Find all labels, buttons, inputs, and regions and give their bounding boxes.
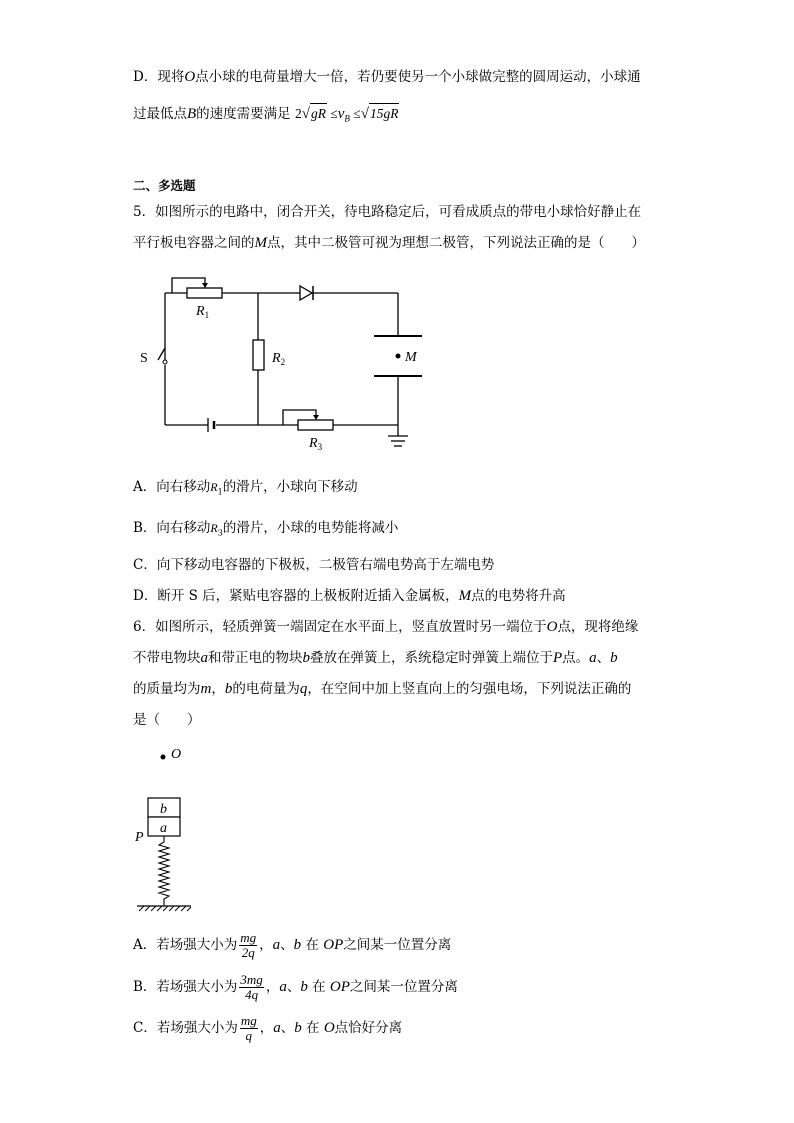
r3-label: $R_3$ — [309, 436, 323, 452]
block-b-label: b — [160, 802, 167, 817]
diode-icon — [300, 286, 312, 300]
block-a-label: a — [160, 821, 167, 836]
q5-option-b: B．向右移动$R_3$的滑片，小球的电势能将减小 — [133, 520, 399, 538]
r2-resistor — [253, 340, 264, 370]
switch-lever — [158, 348, 165, 360]
ground-hatching — [139, 906, 191, 911]
r1-resistor — [187, 288, 222, 298]
switch-label: S — [140, 351, 148, 366]
q6-option-c-fraction: $\frac{mg}{q}$ — [240, 1013, 257, 1043]
q5-option-c: C．向下移动电容器的下极板，二极管右端电势高于左端电势 — [133, 557, 495, 573]
q4-option-d-line2: 过最低点B的速度需要满足 $2√gR \le v_B \le√15gR$ — [133, 103, 399, 129]
r1-label: $R_1$ — [196, 304, 210, 320]
point-m-label: M — [405, 350, 417, 365]
q6-option-a: A．若场强大小为 $\frac{mg}{2q}$ ，a、b 在 OP之间某一位置分离 — [133, 930, 452, 960]
q6-option-a-fraction: $\frac{mg}{2q}$ — [240, 930, 257, 960]
q4-option-d-line1: D．现将O点小球的电荷量增大一倍，若仍要使另一个小球做完整的圆周运动，小球通 — [133, 69, 641, 85]
r1-slider-arrow-icon — [202, 283, 208, 288]
q5-stem-line2: 平行板电容器之间的M点，其中二极管可视为理想二极管，下列说法正确的是（ ） — [133, 235, 645, 251]
q4-option-d-formula: $2√gR \le v_B \le√15gR$ — [295, 106, 399, 121]
q6-stem-line1: 6．如图所示，轻质弹簧一端固定在水平面上，竖直放置时另一端位于O点，现将绝缘 — [133, 619, 639, 635]
r3-resistor — [298, 420, 333, 430]
switch-contact — [163, 360, 167, 364]
r2-label: $R_2$ — [272, 351, 286, 367]
point-p-label: P — [135, 830, 144, 845]
q5-option-d: D．断开 S 后，紧贴电容器的上极板附近插入金属板，M点的电势将升高 — [133, 588, 566, 604]
point-o-dot — [161, 755, 166, 760]
q5-stem-line1: 5．如图所示的电路中，闭合开关，待电路稳定后，可看成质点的带电小球恰好静止在 — [133, 204, 642, 220]
q6-option-c: C．若场强大小为 $\frac{mg}{q}$ ，a、b 在 O点恰好分离 — [133, 1013, 403, 1043]
q6-option-b: B．若场强大小为 $\frac{3mg}{4q}$ ，a、b 在 OP之间某一位置分离 — [133, 972, 458, 1002]
q6-stem-line3: 的质量均为m，b的电荷量为q，在空间中加上竖直向上的匀强电场，下列说法正确的 — [133, 681, 632, 697]
q6-spring-diagram — [125, 740, 215, 920]
q5-circuit-diagram — [130, 270, 430, 460]
section-heading-multiple-choice: 二、多选题 — [133, 178, 196, 193]
q5-option-a: A．向右移动$R_1$的滑片，小球向下移动 — [133, 479, 358, 497]
q6-stem-line4: 是（ ） — [133, 712, 201, 728]
q6-option-b-fraction: $\frac{3mg}{4q}$ — [240, 972, 263, 1002]
point-o-label: O — [171, 747, 182, 762]
q6-stem-line2: 不带电物块a和带正电的物块b叠放在弹簧上，系统稳定时弹簧上端位于P点。a、b — [133, 650, 618, 666]
r3-slider-arrow-icon — [313, 415, 319, 420]
spring-coil — [159, 836, 169, 906]
point-m-dot — [396, 354, 401, 359]
